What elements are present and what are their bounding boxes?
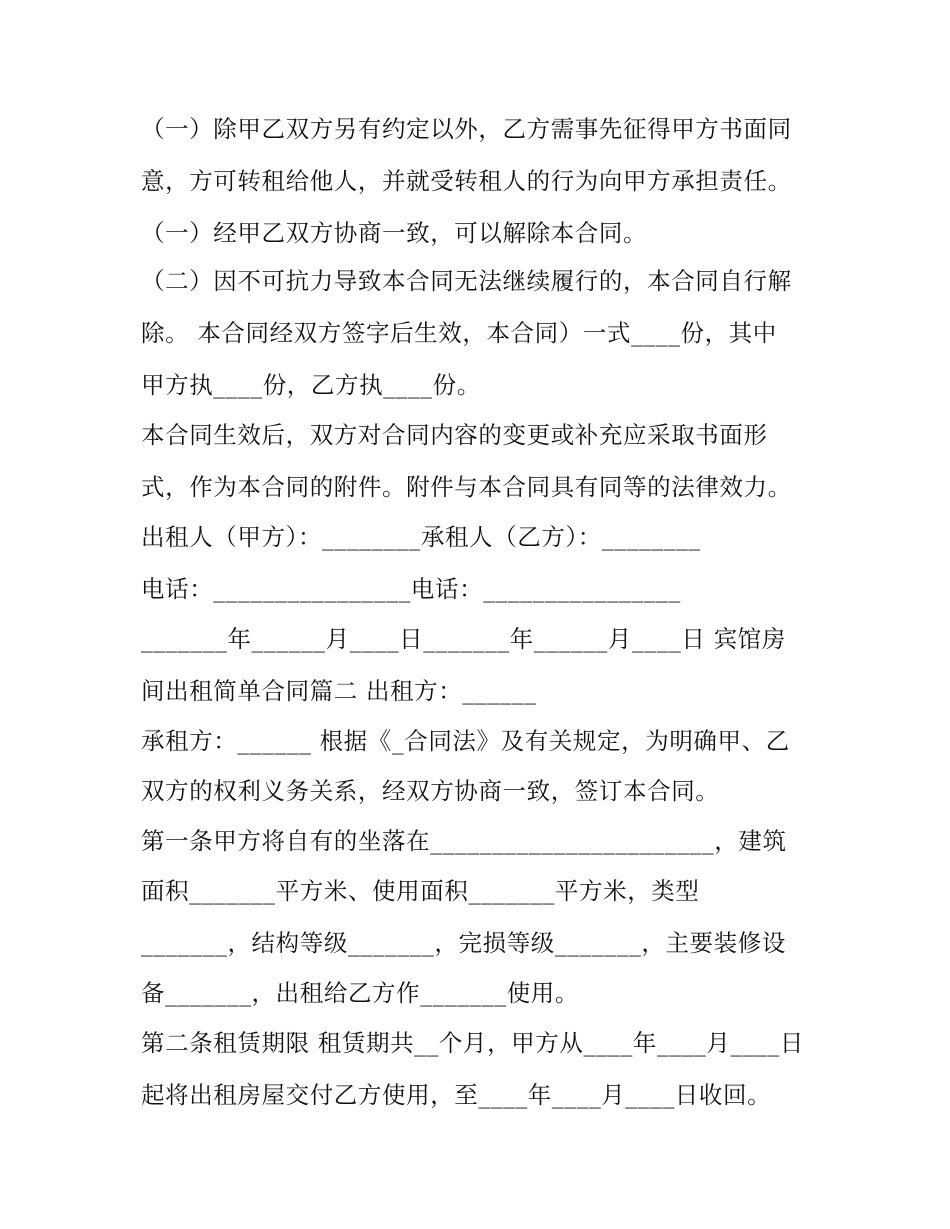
text-line: 电话：________________电话：________________ [141, 575, 681, 603]
text-line: 第一条甲方将自有的坐落在_______________________，建筑 [141, 827, 787, 855]
text-line: 面积_______平方米、使用面积_______平方米，类型 [141, 877, 700, 905]
text-line: 间出租简单合同篇二 出租方：______ [141, 677, 537, 705]
text-line: 承租方：______ 根据《_合同法》及有关规定，为明确甲、乙 [141, 727, 790, 755]
text-line: 除。 本合同经双方签字后生效，本合同）一式____份，其中 [141, 319, 777, 347]
text-line: （一）除甲乙双方另有约定以外，乙方需事先征得甲方书面同 [141, 115, 792, 143]
text-line: 本合同生效后，双方对合同内容的变更或补充应采取书面形 [141, 421, 768, 449]
text-line: 式，作为本合同的附件。附件与本合同具有同等的法律效力。 [141, 473, 792, 501]
text-line: 第二条租赁期限 租赁期共__个月，甲方从____年____月____日 [141, 1029, 804, 1057]
text-line: 出租人（甲方）：________承租人（乙方）：________ [141, 523, 701, 551]
text-line: 甲方执____份，乙方执____份。 [141, 371, 481, 399]
text-line: 备_______，出租给乙方作_______使用。 [141, 979, 579, 1007]
text-line: （二）因不可抗力导致本合同无法继续履行的，本合同自行解 [141, 267, 792, 295]
text-line: 起将出租房屋交付乙方使用，至____年____月____日收回。 [141, 1081, 772, 1109]
text-line: _______，结构等级_______，完损等级_______，主要装修设 [141, 929, 786, 957]
text-line: _______年______月____日_______年______月____日 宾馆房 [141, 625, 786, 653]
text-line: 意，方可转租给他人，并就受转租人的行为向甲方承担责任。 [141, 167, 792, 195]
text-line: （一）经甲乙双方协商一致，可以解除本合同。 [141, 219, 648, 247]
text-line: 双方的权利义务关系，经双方协商一致，签订本合同。 [141, 777, 720, 805]
